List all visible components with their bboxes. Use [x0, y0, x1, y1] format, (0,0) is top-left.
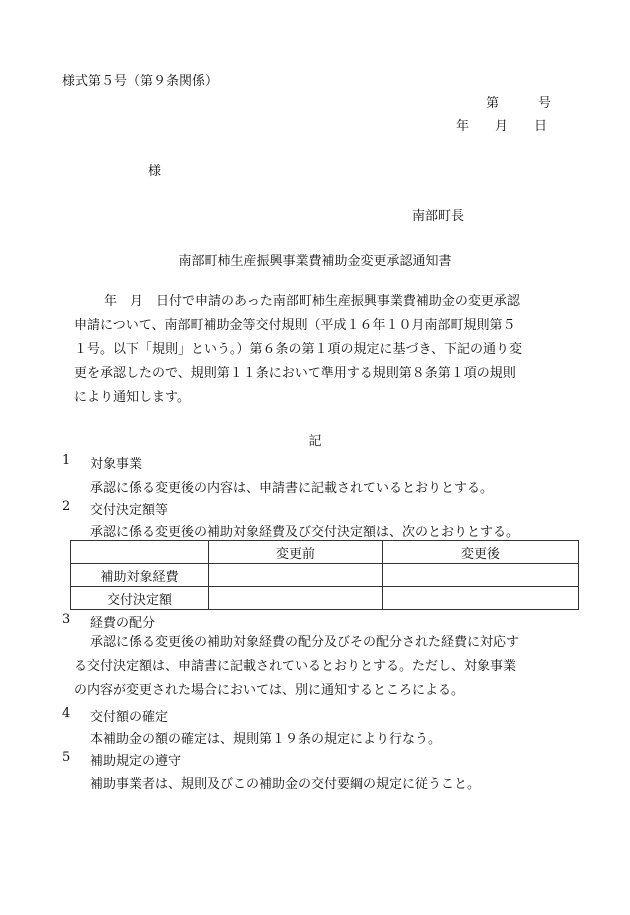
table-row-label: 補助対象経費 — [71, 564, 209, 587]
document-title: 南部町柿生産振興事業費補助金変更承認通知書 — [178, 254, 452, 269]
section-number: 1 — [62, 453, 71, 468]
table-cell — [383, 587, 579, 610]
section-text: る交付決定額は、申請書に記載されているとおりとする。ただし、対象事業 — [74, 659, 517, 674]
section-title: 対象事業 — [90, 457, 143, 472]
section-number: 3 — [62, 612, 71, 627]
section-text: 本補助金の額の確定は、規則第１９条の規定により行なう。 — [90, 732, 442, 747]
document-date: 年 月 日 — [456, 119, 548, 134]
section-text: の内容が変更された場合においては、別に通知するところによる。 — [74, 683, 465, 698]
intro-line: 年 月 日付で申請のあった南部町柿生産振興事業費補助金の変更承認 — [104, 294, 520, 309]
table-header — [71, 541, 209, 564]
table-row-label: 交付決定額 — [71, 587, 209, 610]
intro-line: 更を承認したので、規則第１１条において準用する規則第８条第１項の規則 — [74, 366, 516, 381]
document-number: 第 号 — [486, 96, 552, 111]
recipient-suffix: 様 — [148, 164, 162, 179]
table-cell — [209, 587, 383, 610]
table-row — [71, 564, 579, 587]
form-label: 様式第５号（第９条関係） — [62, 74, 219, 89]
table-header-row — [71, 541, 579, 564]
section-number: 2 — [62, 499, 71, 514]
section-title: 経費の配分 — [90, 616, 156, 631]
section-text: 補助事業者は、規則及びこの補助金の交付要綱の規定に従うこと。 — [90, 777, 481, 792]
section-title: 補助規定の遵守 — [90, 754, 182, 769]
ki-heading: 記 — [308, 434, 322, 449]
section-title: 交付決定額等 — [90, 503, 169, 518]
table-header: 変更前 — [209, 541, 383, 564]
intro-line: により通知します。 — [74, 390, 190, 405]
intro-line: 申請について、南部町補助金等交付規則（平成１６年１０月南部町規則第５ — [74, 318, 516, 333]
intro-paragraph — [74, 290, 584, 410]
intro-line: １号。以下「規則」という。）第６条の第１項の規定に基づき、下記の通り変 — [74, 342, 522, 357]
section-number: 5 — [62, 750, 71, 765]
table-cell — [383, 564, 579, 587]
section-paragraph — [74, 631, 584, 703]
section-title: 交付額の確定 — [90, 710, 169, 725]
table-row — [71, 587, 579, 610]
sender-name: 南部町長 — [412, 209, 465, 224]
section-number: 4 — [62, 706, 71, 721]
amount-table — [70, 540, 579, 610]
section-text: 承認に係る変更後の補助対象経費の配分及びその配分された経費に対応す — [90, 635, 520, 650]
table-header: 変更後 — [383, 541, 579, 564]
table-cell — [209, 564, 383, 587]
section-text: 承認に係る変更後の内容は、申請書に記載されているとおりとする。 — [90, 481, 494, 496]
section-text: 承認に係る変更後の補助対象経費及び交付決定額は、次のとおりとする。 — [90, 525, 520, 540]
